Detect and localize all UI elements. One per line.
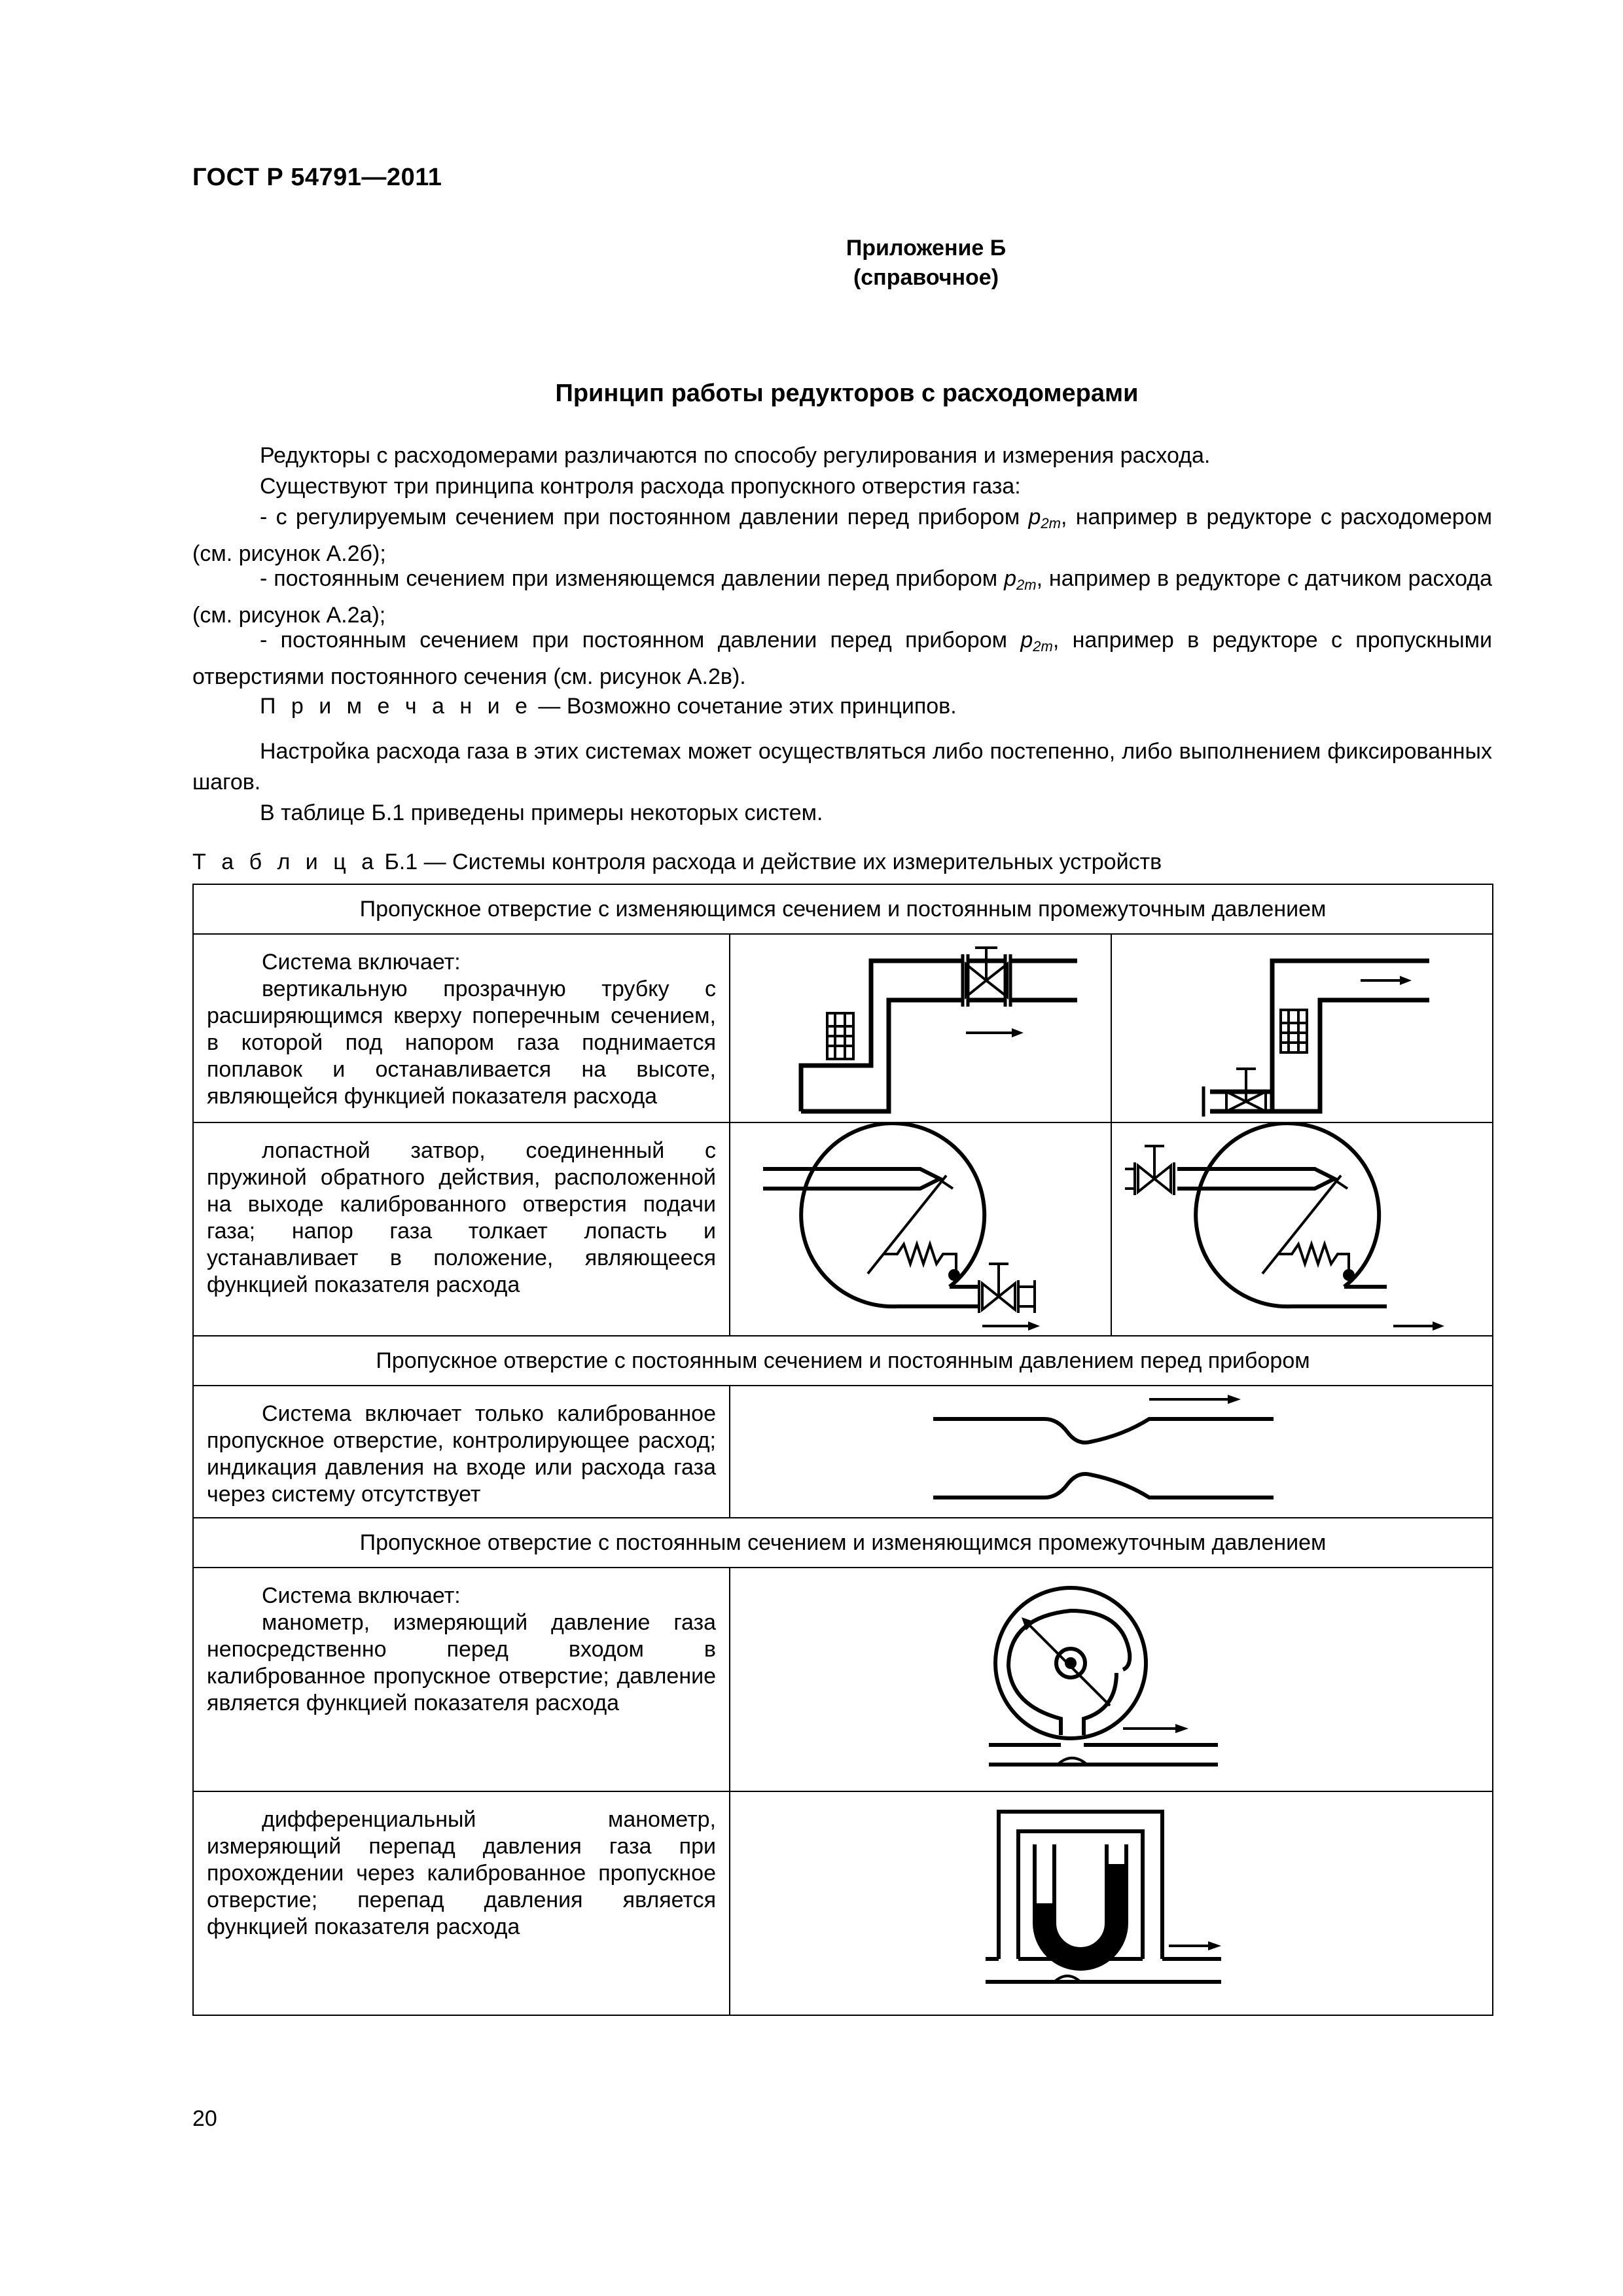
bullet-text: , например в редукторе с датчиком расхода (см. рисунок А.2а); — [192, 566, 1493, 628]
bullet-text: - постоянным сечением при постоянном давлении перед прибором — [260, 628, 1021, 653]
rotameter-diagram — [730, 934, 1111, 1122]
cell-text: манометр, измеряющий давление газа непосредственно перед входом в калиброванное пропускное отверстие; давление является функцией показателя расхода — [207, 1610, 716, 1715]
table-cell-description — [193, 1122, 730, 1336]
table-caption-label: Т а б л и ц а — [192, 850, 379, 874]
pressure-subscript: 2m — [1016, 577, 1037, 593]
rotameter-diagram — [1111, 934, 1493, 1122]
cell-text: Система включает только калиброванное пропускное отверстие, контролирующее расход; индикация давления на входе или расхода газа через систему отсутствует — [207, 1401, 716, 1507]
vane-meter-diagram — [730, 1122, 1111, 1336]
bullet-item-2 — [192, 564, 1492, 631]
table-section-header: Пропускное отверстие с изменяющимся сечением и постоянным промежуточным давлением — [193, 884, 1493, 934]
paragraph-settings: Настройка расхода газа в этих системах может осуществляться либо постепенно, либо выполнением фиксированных шагов. — [192, 739, 1492, 795]
bullet-item-1 — [192, 502, 1492, 569]
pressure-subscript: 2m — [1033, 638, 1053, 655]
table-caption-text: Б.1 — Системы контроля расхода и действие их измерительных устройств — [378, 850, 1162, 874]
cell-text: лопастной затвор, соединенный с пружиной обратного действия, расположенной на выходе калиброванного отверстия подачи газа; напор газа толкает лопасть и устанавливает в положение, являющееся функцией показателя расхода — [207, 1138, 716, 1297]
pressure-variable: p — [1028, 505, 1041, 529]
annex-type: (справочное) — [853, 265, 999, 290]
cell-lead: Система включает: — [262, 1583, 461, 1608]
annex-title: Приложение Б — [846, 236, 1007, 260]
bullet-item-3 — [192, 625, 1492, 692]
intro-paragraph-1: Редукторы с расходомерами различаются по способу регулирования и измерения расхода. — [260, 443, 1211, 468]
note-text: — Возможно сочетание этих принципов. — [531, 694, 957, 719]
differential-manometer-diagram — [730, 1791, 1493, 2015]
flow-control-table — [192, 884, 1493, 2016]
intro-paragraph-2: Существуют три принципа контроля расхода пропускного отверстия газа: — [260, 474, 1021, 499]
cell-lead: Система включает: — [262, 950, 461, 975]
paragraph-table-ref: В таблице Б.1 приведены примеры некоторых систем. — [260, 800, 823, 825]
pressure-gauge-diagram — [730, 1568, 1493, 1791]
table-section-header: Пропускное отверстие с постоянным сечением и постоянным давлением перед прибором — [193, 1336, 1493, 1386]
section-title: Принцип работы редукторов с расходомерами — [555, 380, 1139, 407]
note — [192, 691, 1492, 722]
note-label: П р и м е ч а н и е — [260, 694, 532, 719]
table-cell-description — [193, 934, 730, 1122]
table-cell-description — [193, 1386, 730, 1518]
bullet-text: - постоянным сечением при изменяющемся давлении перед прибором — [260, 566, 1005, 591]
bullet-text: , например в редукторе с расходомером (см. рисунок А.2б); — [192, 505, 1492, 566]
cell-text: вертикальную прозрачную трубку с расширяющимся кверху поперечным сечением, в которой под напором газа поднимается поплавок и останавливается на высоте, являющейся функцией показателя расхода — [207, 977, 716, 1109]
table-cell-description — [193, 1791, 730, 2015]
table-caption — [192, 850, 1162, 875]
vane-meter-diagram — [1111, 1122, 1493, 1336]
page-number: 20 — [192, 2106, 217, 2131]
orifice-diagram — [730, 1386, 1493, 1518]
pressure-variable: p — [1020, 628, 1033, 653]
cell-text: дифференциальный манометр, измеряющий перепад давления газа при прохождении через калиброванное пропускное отверстие; перепад давления является функцией показателя расхода — [207, 1807, 716, 1939]
table-section-header: Пропускное отверстие с постоянным сечением и изменяющимся промежуточным давлением — [193, 1518, 1493, 1568]
pressure-variable: p — [1004, 566, 1017, 591]
bullet-text: - с регулируемым сечением при постоянном давлении перед прибором — [260, 505, 1029, 529]
document-header: ГОСТ Р 54791—2011 — [192, 164, 442, 191]
table-cell-description — [193, 1568, 730, 1791]
bullet-text: , например в редукторе с пропускными отверстиями постоянного сечения (см. рисунок А.2в). — [192, 628, 1493, 689]
pressure-subscript: 2m — [1041, 515, 1061, 531]
